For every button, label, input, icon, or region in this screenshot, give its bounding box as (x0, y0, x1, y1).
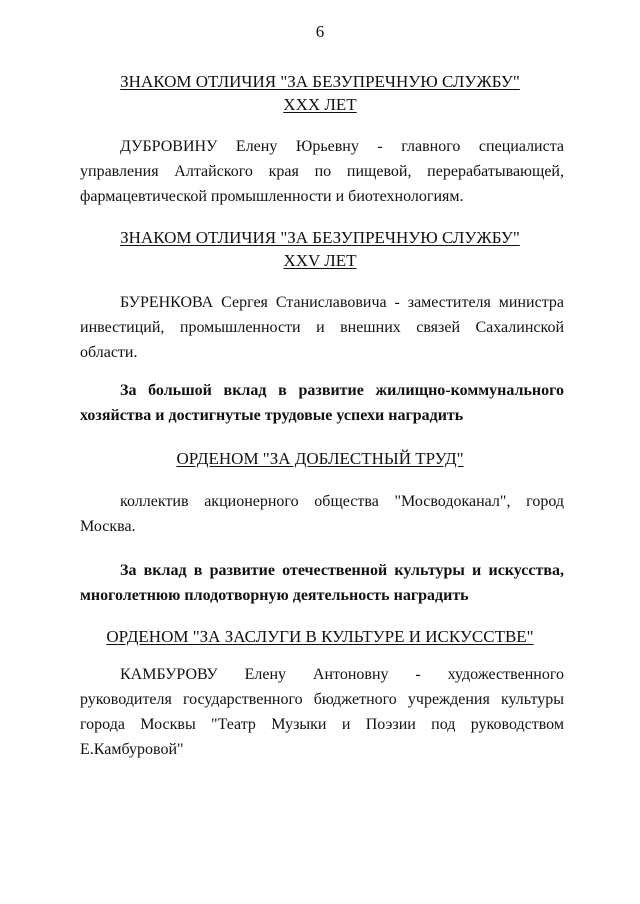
award-heading-line: ОРДЕНОМ "ЗА ЗАСЛУГИ В КУЛЬТУРЕ И ИСКУССТВЕ" (106, 627, 534, 646)
award-preamble-4: За вклад в развитие отечественной культуры и искусства, многолетнюю плодотворную деятельность наградить (80, 562, 564, 604)
page-number: 6 (315, 22, 325, 41)
award-heading-2 (0, 226, 640, 272)
award-heading-line: XXV ЛЕТ (283, 251, 357, 270)
award-preamble-3: За большой вклад в развитие жилищно-коммунального хозяйства и достигнутые трудовые успехи наградить (80, 382, 564, 424)
award-recipient-3: коллектив акционерного общества "Мосводоканал", город Москва. (80, 493, 564, 535)
award-heading-3 (0, 447, 640, 470)
award-heading-line: XXX ЛЕТ (283, 95, 357, 114)
award-heading-line: ЗНАКОМ ОТЛИЧИЯ "ЗА БЕЗУПРЕЧНУЮ СЛУЖБУ" (120, 228, 520, 247)
award-recipient-4: КАМБУРОВУ Елену Антоновну - художественного руководителя государственного бюджетного учреждения культуры города Москвы "Театр Музыки и Поэзии под руководством Е.Камбуровой" (80, 666, 564, 758)
award-heading-4 (0, 625, 640, 648)
award-recipient-1: ДУБРОВИНУ Елену Юрьевну - главного специалиста управления Алтайского края по пищевой, перерабатывающей, фармацевтической промышленности и биотехнологиям. (80, 138, 564, 205)
award-heading-1 (0, 70, 640, 116)
award-heading-line: ЗНАКОМ ОТЛИЧИЯ "ЗА БЕЗУПРЕЧНУЮ СЛУЖБУ" (120, 72, 520, 91)
award-recipient-2: БУРЕНКОВА Сергея Станиславовича - заместителя министра инвестиций, промышленности и внешних связей Сахалинской области. (80, 294, 564, 361)
award-heading-line: ОРДЕНОМ "ЗА ДОБЛЕСТНЫЙ ТРУД" (176, 449, 464, 468)
